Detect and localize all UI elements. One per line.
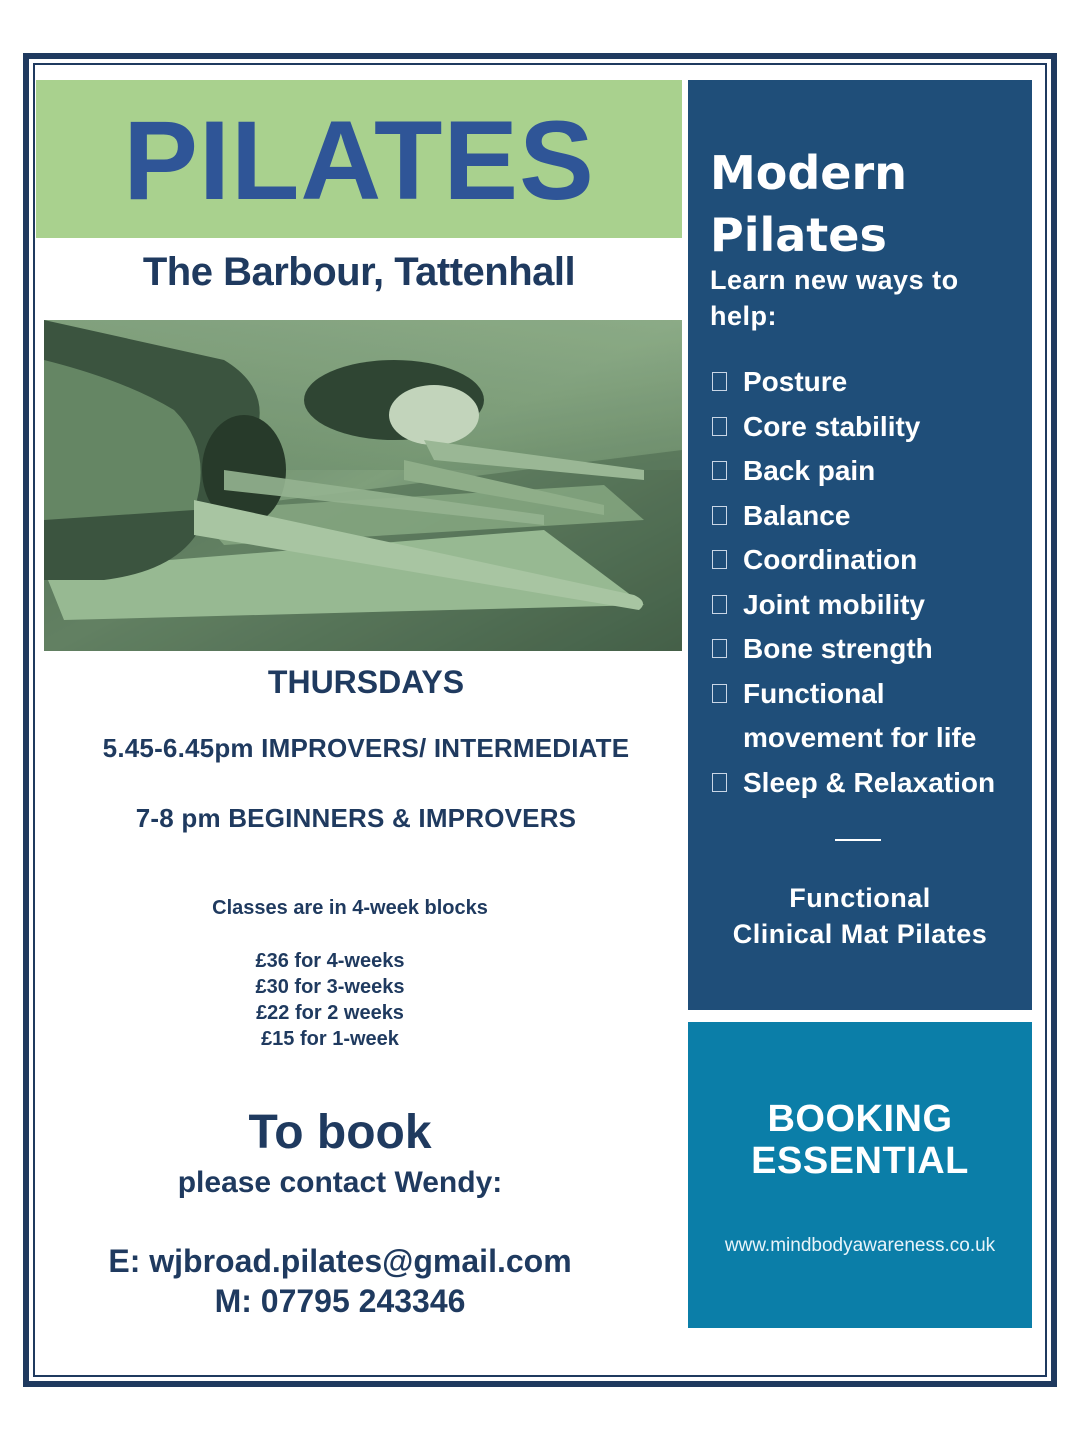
checkbox-icon (712, 372, 727, 391)
price-list (0, 948, 660, 1052)
booking-essential (688, 1098, 1032, 1182)
class-day: THURSDAYS (267, 664, 465, 700)
side-footer-line: Clinical Mat Pilates (732, 919, 988, 949)
contact-mobile: M: 07795 243346 (214, 1283, 466, 1319)
benefit-label: Bone strength (743, 633, 933, 664)
price-item: £22 for 2 weeks (256, 1002, 404, 1024)
benefit-item (710, 538, 995, 581)
checkbox-icon (712, 506, 727, 525)
session-improvers-intermediate: 5.45-6.45pm IMPROVERS/ INTERMEDIATE (102, 733, 630, 763)
side-footer-line: Functional (789, 883, 931, 913)
benefit-item (710, 672, 995, 715)
checkbox-icon (712, 595, 727, 614)
benefits-list (710, 360, 995, 805)
side-heading-line: Modern (710, 146, 907, 200)
booking-panel (688, 1022, 1032, 1328)
benefit-label: Back pain (743, 455, 876, 486)
checkbox-icon (712, 684, 727, 703)
contact-email: E: wjbroad.pilates@gmail.com (108, 1243, 572, 1279)
benefits-panel (688, 80, 1032, 1010)
benefit-item-continuation (710, 716, 995, 759)
benefit-label: Functional (743, 677, 885, 709)
benefit-label: Coordination (743, 544, 918, 575)
checkbox-icon (712, 417, 727, 436)
booking-line: BOOKING (767, 1098, 953, 1140)
side-heading (710, 142, 907, 266)
side-footer (688, 880, 1032, 952)
benefit-item (710, 449, 995, 492)
benefit-item (710, 494, 995, 537)
checkbox-icon (712, 461, 727, 480)
contact-line: please contact Wendy: (177, 1166, 503, 1199)
checkbox-icon (712, 550, 727, 569)
to-book-heading: To book (248, 1106, 432, 1159)
benefit-label: Posture (743, 366, 848, 397)
benefit-item (710, 583, 995, 626)
price-item: £36 for 4-weeks (255, 950, 405, 972)
class-photo (44, 320, 682, 651)
page-title: PILATES (123, 98, 595, 223)
benefit-item (710, 405, 995, 448)
side-subheading: Learn new ways to help: (710, 265, 959, 331)
title-banner (36, 80, 682, 238)
benefit-item (710, 627, 995, 670)
blocks-note: Classes are in 4-week blocks (212, 897, 488, 919)
checkbox-icon (712, 773, 727, 792)
benefit-label: Core stability (743, 410, 921, 442)
price-item: £30 for 3-weeks (255, 976, 405, 998)
benefit-label: movement for life (743, 722, 977, 753)
venue-name: The Barbour, Tattenhall (142, 250, 576, 294)
benefit-label: Sleep & Relaxation (743, 766, 996, 798)
benefit-item (710, 761, 995, 804)
checkbox-icon (712, 639, 727, 658)
session-beginners-improvers: 7-8 pm BEGINNERS & IMPROVERS (135, 803, 577, 833)
side-heading-line: Pilates (710, 208, 887, 262)
divider (835, 839, 881, 841)
website-url[interactable]: www.mindbodyawareness.co.uk (724, 1235, 996, 1256)
benefit-item (710, 360, 995, 403)
benefit-label: Balance (743, 499, 851, 531)
price-item: £15 for 1-week (261, 1028, 399, 1050)
benefit-label: Joint mobility (743, 588, 925, 620)
booking-line: ESSENTIAL (751, 1140, 969, 1182)
